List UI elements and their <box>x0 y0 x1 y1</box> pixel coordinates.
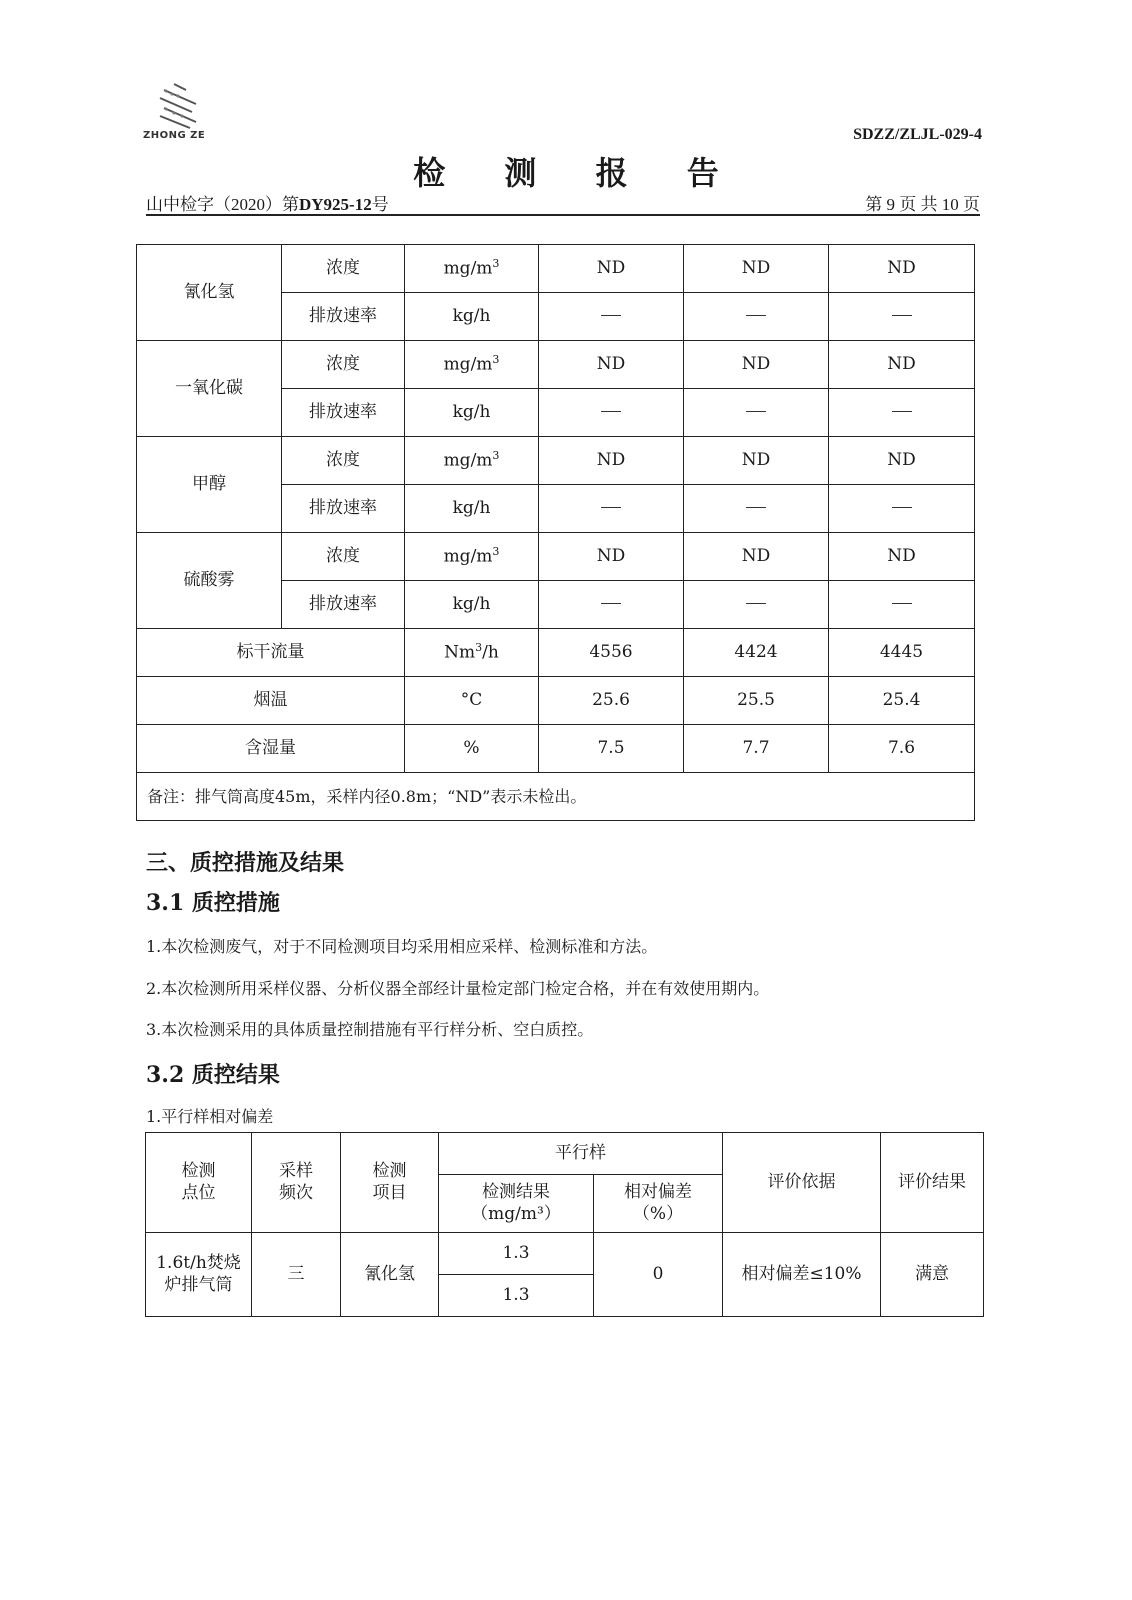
table-row <box>137 533 975 581</box>
item-name: 浓度 <box>282 437 405 485</box>
item-name: 浓度 <box>282 245 405 293</box>
item-name: 排放速率 <box>282 389 405 437</box>
item-name: 排放速率 <box>282 581 405 629</box>
logo-text: ZHONG ZE <box>143 130 206 141</box>
value-cell: ND <box>539 533 684 581</box>
dash-mark <box>746 315 766 317</box>
header-result: 检测结果 （mg/m³） <box>439 1175 594 1233</box>
row-result-1: 1.3 <box>439 1233 594 1275</box>
table-row <box>137 773 975 821</box>
header-parallel-sample: 平行样 <box>439 1133 723 1175</box>
row-result-2: 1.3 <box>439 1275 594 1317</box>
value-cell: ND <box>684 437 829 485</box>
value-cell <box>539 485 684 533</box>
table-row <box>137 245 975 293</box>
value-cell: ND <box>829 437 975 485</box>
value-cell: 25.5 <box>684 677 829 725</box>
unit: $mg/m^3$ <box>405 245 539 293</box>
header-frequency: 采样 频次 <box>252 1133 341 1233</box>
value-cell: ND <box>684 341 829 389</box>
report-number-code: DY925-12 <box>299 195 372 214</box>
value-cell: ND <box>539 341 684 389</box>
value-cell <box>829 293 975 341</box>
subsection-heading-qc-measures: 3.1 质控措施 <box>146 890 280 916</box>
value-cell: 4556 <box>539 629 684 677</box>
table-row <box>137 341 975 389</box>
flow-label: 标干流量 <box>137 629 405 677</box>
dash-mark <box>892 315 912 317</box>
value-cell <box>684 581 829 629</box>
row-deviation: 0 <box>594 1233 723 1317</box>
unit: $mg/m^3$ <box>405 533 539 581</box>
dash-mark <box>746 507 766 509</box>
value-cell: 4445 <box>829 629 975 677</box>
row-basis: 相对偏差≤10% <box>723 1233 881 1317</box>
value-cell <box>539 389 684 437</box>
row-frequency: 三 <box>252 1233 341 1317</box>
section-heading: 三、质控措施及结果 <box>146 850 345 876</box>
header-point: 检测 点位 <box>146 1133 252 1233</box>
pollutant-name: 一氧化碳 <box>137 341 282 437</box>
report-number-prefix: 山中检字（2020）第 <box>146 195 299 214</box>
table-note: 备注：排气筒高度45m，采样内径0.8m；“ND”表示未检出。 <box>137 773 975 821</box>
item-name: 排放速率 <box>282 485 405 533</box>
report-title: 检 测 报 告 <box>413 154 743 192</box>
unit: kg/h <box>405 389 539 437</box>
moisture-label: 含湿量 <box>137 725 405 773</box>
table-row <box>137 677 975 725</box>
unit: $mg/m^3$ <box>405 341 539 389</box>
dash-mark <box>892 411 912 413</box>
header-deviation: 相对偏差 （%） <box>594 1175 723 1233</box>
report-number <box>146 190 389 215</box>
row-conclusion: 满意 <box>881 1233 984 1317</box>
subsection-heading-qc-results: 3.2 质控结果 <box>146 1062 280 1088</box>
row-item: 氰化氢 <box>341 1233 439 1317</box>
pollutant-name: 氰化氢 <box>137 245 282 341</box>
value-cell <box>539 581 684 629</box>
document-code: SDZZ/ZLJL-029-4 <box>853 126 982 143</box>
item-name: 排放速率 <box>282 293 405 341</box>
pollutant-name: 甲醇 <box>137 437 282 533</box>
dash-mark <box>601 315 621 317</box>
value-cell <box>684 293 829 341</box>
qc-paragraph-2: 2.本次检测所用采样仪器、分析仪器全部经计量检定部门检定合格，并在有效使用期内。 <box>146 979 770 998</box>
value-cell <box>829 581 975 629</box>
dash-mark <box>892 603 912 605</box>
value-cell: ND <box>684 245 829 293</box>
unit: % <box>405 725 539 773</box>
unit: kg/h <box>405 485 539 533</box>
unit: °C <box>405 677 539 725</box>
value-cell: 4424 <box>684 629 829 677</box>
dash-mark <box>601 603 621 605</box>
value-cell: ND <box>829 341 975 389</box>
value-cell <box>684 389 829 437</box>
unit: Nm$^3$/h <box>405 629 539 677</box>
value-cell <box>684 485 829 533</box>
header-item: 检测 项目 <box>341 1133 439 1233</box>
item-name: 浓度 <box>282 341 405 389</box>
unit: kg/h <box>405 581 539 629</box>
qc-paragraph-3: 3.本次检测采用的具体质量控制措施有平行样分析、空白质控。 <box>146 1020 594 1039</box>
header-basis: 评价依据 <box>723 1133 881 1233</box>
table-row <box>137 725 975 773</box>
temp-label: 烟温 <box>137 677 405 725</box>
dash-mark <box>746 603 766 605</box>
value-cell: 7.6 <box>829 725 975 773</box>
table-row <box>137 437 975 485</box>
table2-caption: 1.平行样相对偏差 <box>146 1107 274 1126</box>
value-cell: ND <box>539 245 684 293</box>
value-cell: 25.4 <box>829 677 975 725</box>
dash-mark <box>601 507 621 509</box>
dash-mark <box>892 507 912 509</box>
table-row <box>137 629 975 677</box>
value-cell: 7.5 <box>539 725 684 773</box>
value-cell: 25.6 <box>539 677 684 725</box>
emission-results-table <box>136 244 975 821</box>
dash-mark <box>746 411 766 413</box>
dash-mark <box>601 411 621 413</box>
parallel-sample-table <box>145 1132 984 1317</box>
report-number-suffix: 号 <box>371 195 389 214</box>
value-cell: 7.7 <box>684 725 829 773</box>
value-cell <box>829 485 975 533</box>
value-cell <box>829 389 975 437</box>
item-name: 浓度 <box>282 533 405 581</box>
row-point: 1.6t/h焚烧 炉排气筒 <box>146 1233 252 1317</box>
value-cell: ND <box>829 245 975 293</box>
value-cell: ND <box>829 533 975 581</box>
unit: $mg/m^3$ <box>405 437 539 485</box>
qc-paragraph-1: 1.本次检测废气，对于不同检测项目均采用相应采样、检测标准和方法。 <box>146 937 658 956</box>
value-cell: ND <box>684 533 829 581</box>
unit: kg/h <box>405 293 539 341</box>
header-conclusion: 评价结果 <box>881 1133 984 1233</box>
value-cell: ND <box>539 437 684 485</box>
value-cell <box>539 293 684 341</box>
header-divider <box>146 214 980 216</box>
page-info: 第 9 页 共 10 页 <box>865 195 980 214</box>
pollutant-name: 硫酸雾 <box>137 533 282 629</box>
